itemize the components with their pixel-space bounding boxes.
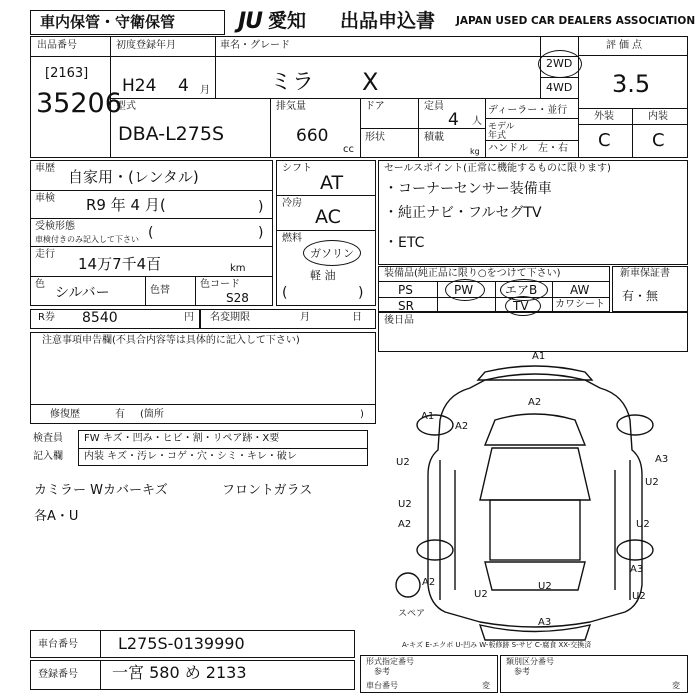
month-unit: 月 [200,85,210,96]
inspector-comment-3: 各A・U [34,509,79,524]
handle-options: 左・右 [538,143,568,154]
inspection-label: 車検 [35,193,55,204]
diagram-mark-7: U2 [645,477,659,488]
kg-unit: kg [470,147,480,156]
lot-number: 35206 [36,88,122,119]
rear-box [378,312,688,352]
chassis-value: L275S-0139990 [118,634,245,653]
inspection-close: ) [258,199,264,215]
interior-grade: C [652,130,665,151]
equip-sr: SR [398,299,414,313]
diagram-mark-11: A3 [630,564,644,575]
lot-label: 出品番号 [37,40,77,51]
first-reg-value: H24 [122,76,157,96]
association-name: JAPAN USED CAR DEALERS ASSOCIATION [456,15,696,27]
inspector-label-1: 検査員 [33,433,63,444]
fuel-paren-open: ( [282,285,288,301]
receipt-open: ( [148,225,154,241]
rear-label: 後日品 [384,315,414,326]
eval-score: 3.5 [612,70,651,98]
inspector-label-2: 記入欄 [33,451,63,462]
diagram-mark-8: U2 [398,499,412,510]
class-label: 類別区分番号 [506,657,554,666]
shift-label: シフト [282,163,312,174]
color-change-label: 色替 [150,285,170,296]
reg-value: 一宮 580 め 2133 [112,663,247,682]
car-name: ミラ [270,70,315,95]
mileage-value: 14万7千4百 [78,255,162,273]
type-ref: 参考 [374,667,390,676]
diagram-mark-1: A1 [532,351,546,362]
name-change-day: 日 [352,312,362,323]
equip-pw: PW [454,283,474,297]
cc-unit: cc [343,144,354,155]
capacity-unit: 人 [472,116,482,127]
class-ref: 参考 [514,667,530,676]
warranty-label: 新車保証書 [620,268,670,279]
inspector-comment-2: フロントガラス [222,483,313,498]
equip-seat: カワシート [555,299,605,310]
receipt-label: 受検形態 [35,221,75,232]
selling-points-title: セールスポイント(正常に機能するものに限ります) [384,163,611,174]
color-code-value: S28 [226,291,249,305]
selling-point-2: ・純正ナビ・フルセグTV [384,205,542,221]
color-value: シルバー [55,285,110,301]
exterior-label: 外装 [594,111,614,122]
drive-4wd: 4WD [546,81,573,94]
yen-unit: 円 [184,312,194,323]
load-label: 積載 [424,132,444,143]
fuel-diesel: 軽 油 [310,269,336,282]
diagram-mark-15: U2 [632,591,646,602]
equip-ps: PS [398,283,413,297]
name-change-label: 名変期限 [210,312,250,323]
ac-label: 冷房 [282,198,302,209]
ju-logo: JU [238,9,263,34]
r-value: 8540 [82,310,118,326]
selling-point-3: ・ETC [384,235,425,251]
mileage-label: 走行 [35,249,55,260]
eval-label: 評価点 [606,40,645,51]
damage-legend: A-キズ E-エクボ U-凹み W-板修跡 S-サビ C-腐食 XX-交換済 [402,641,592,649]
diagram-mark-10: U2 [636,519,650,530]
door-label: ドア [365,101,385,112]
repair-label: 修復歴 [50,409,80,420]
chassis-label: 車台番号 [38,639,78,650]
model-value: DBA-L275S [118,123,225,145]
notes-title: 注意事項申告欄(不具合内容等は具体的に記入して下さい) [42,335,300,346]
model-year-label: モデル年式 [488,122,515,142]
diagram-mark-5: A3 [655,454,669,465]
spare-label: スペア [398,609,426,619]
receipt-note: 車検付きのみ記入して下さい [35,235,139,244]
repair-close: (箇所 [140,409,164,420]
lot-small-number: [2163] [45,66,89,81]
interior-label: 内装 [648,111,668,122]
displacement-label: 排気量 [276,101,306,112]
exterior-grade: C [598,130,611,151]
diagram-mark-16: A3 [538,617,552,628]
color-label: 色 [35,279,45,290]
fw-line: FW キズ・凹み・ヒビ・割・リペア跡・X要 [84,433,280,444]
storage-note: 車内保管・守衛保管 [40,13,176,31]
displacement-value: 660 [296,126,329,146]
shape-label: 形状 [365,132,385,143]
form-title: 出品申込書 [340,10,436,32]
equip-tv: TV [513,299,529,313]
type-chassis-small: 車台番号 [366,681,398,690]
type-hen: 変 [482,681,490,690]
diagram-mark-13: A2 [422,577,436,588]
diagram-mark-12: U2 [538,581,552,592]
diagram-mark-6: U2 [396,457,410,468]
fuel-gasoline: ガソリン [310,247,354,260]
warranty-options: 有・無 [622,289,659,303]
inspector-comment-1: カミラー Wカバーキズ [34,483,168,498]
car-history-value: 自家用・(レンタル) [68,168,199,186]
diagram-mark-3: A1 [421,411,435,422]
repair-value: 有 [115,409,125,420]
dealer-label: ディーラー・並行 [488,105,568,116]
car-history-label: 車歴 [35,163,55,174]
diagram-mark-14: U2 [474,589,488,600]
diagram-mark-9: A2 [398,519,412,530]
reg-label: 登録番号 [38,669,78,680]
r-label: R券 [38,312,55,323]
interior-line: 内装 キズ・汚レ・コゲ・穴・シミ・キレ・破レ [84,451,297,462]
receipt-close: ) [258,225,264,241]
equip-pw-circle [445,279,485,301]
drive-2wd: 2WD [546,57,573,70]
class-hen: 変 [672,681,680,690]
capacity-value: 4 [448,110,459,130]
equip-airbag: エアB [505,283,538,297]
logo-region: 愛知 [268,10,307,32]
equip-aw: AW [570,283,590,297]
fuel-paren-close: ) [358,285,364,301]
first-reg-label: 初度登録年月 [116,40,176,51]
shift-value: AT [320,172,344,194]
repair-end: ) [360,409,364,420]
diagram-mark-2: A2 [528,397,542,408]
ac-value: AC [315,206,341,228]
color-code-label: 色コード [200,279,240,290]
inspection-value: R9 年 4 月( [86,196,166,214]
fuel-label: 燃料 [282,233,302,244]
name-change-month: 月 [300,312,310,323]
grade: X [362,68,379,96]
equipment-title: 装備品(純正品に限り○をつけて下さい) [384,268,561,279]
model-label: 型式 [116,101,136,112]
selling-point-1: ・コーナーセンサー装備車 [384,181,552,197]
drive-circle [538,50,582,78]
diagram-mark-4: A2 [455,421,469,432]
capacity-label: 定員 [424,101,444,112]
type-designation-label: 形式指定番号 [366,657,414,666]
car-body-diagram [380,350,690,650]
km-unit: km [230,263,246,274]
first-reg-month: 4 [178,76,189,96]
fuel-circle [303,240,361,266]
handle-label: ハンドル [488,143,528,154]
name-grade-label: 車名・グレード [220,40,290,51]
